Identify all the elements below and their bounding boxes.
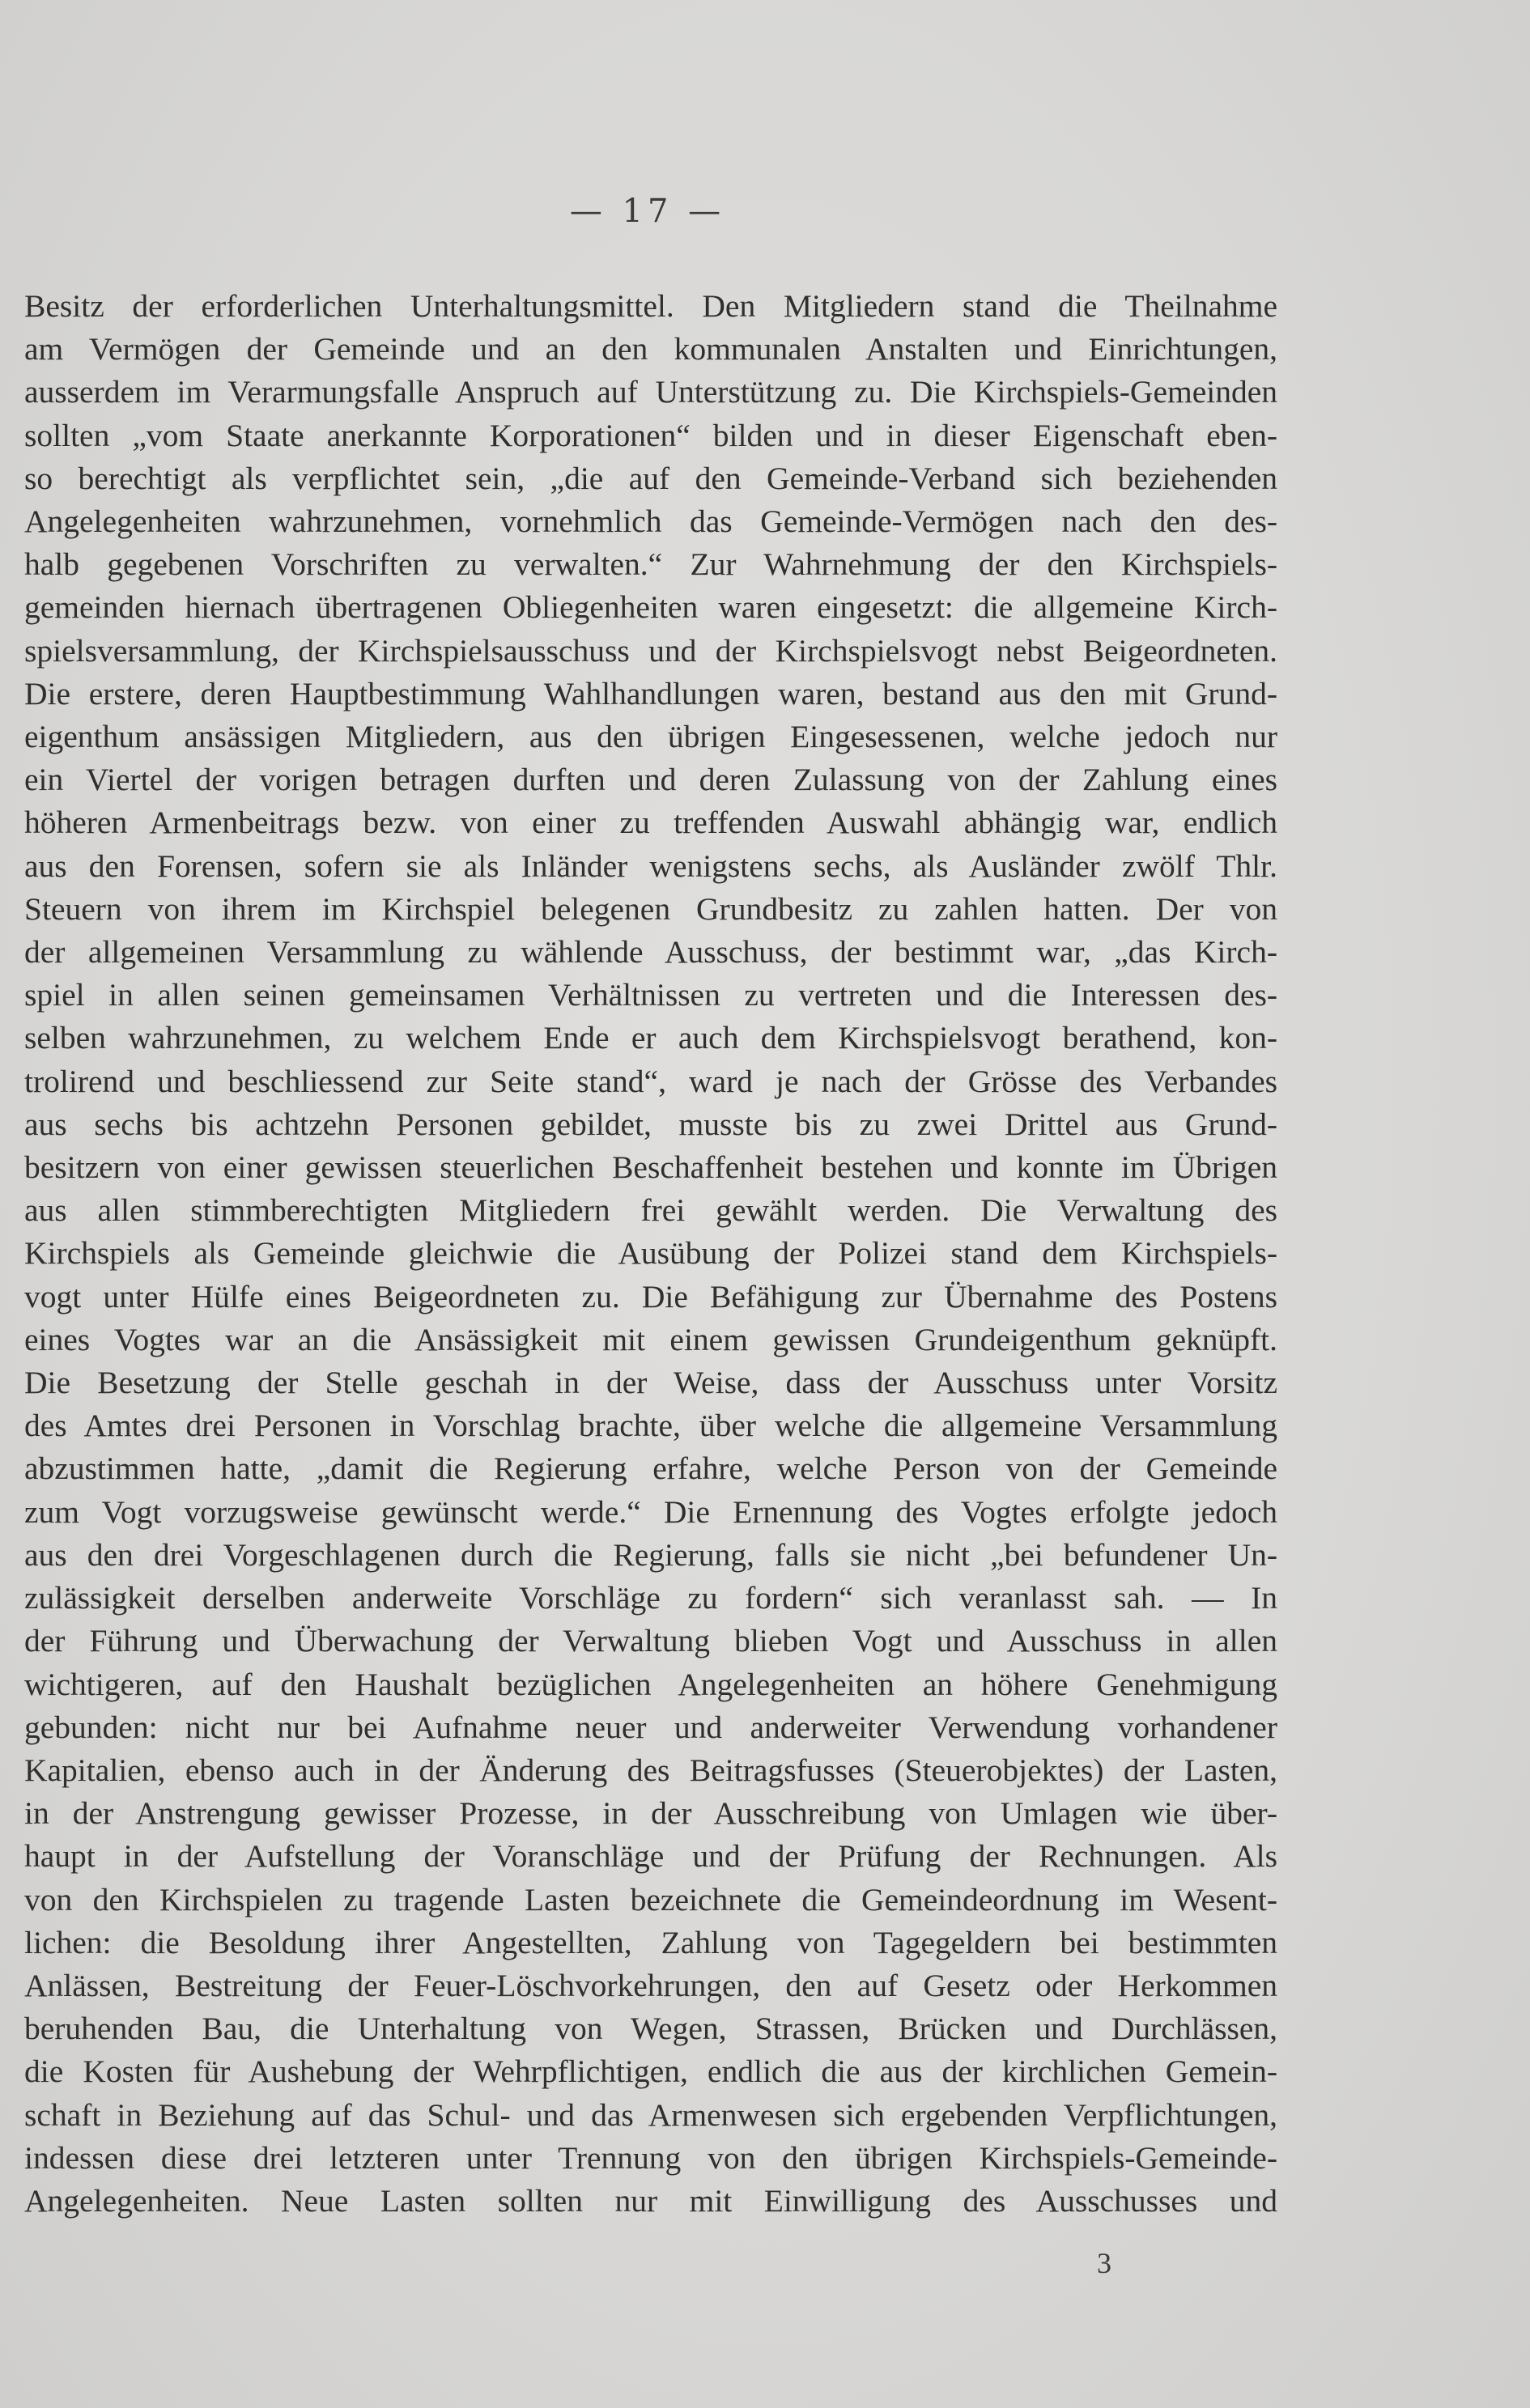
page-number: — 17 — <box>569 193 726 230</box>
text-line: am Vermögen der Gemeinde und an den kommunalen Anstalten und Einrichtungen, <box>24 331 1277 367</box>
text-line: Besitz der erforderlichen Unterhaltungsmittel. Den Mitgliedern stand die Theilnahme <box>24 288 1277 324</box>
text-line: der allgemeinen Versammlung zu wählende Ausschuss, der bestimmt war, „das Kirch- <box>24 934 1277 970</box>
text-line: ein Viertel der vorigen betragen durften und deren Zulassung von der Zahlung eines <box>24 762 1277 798</box>
text-line: zum Vogt vorzugsweise gewünscht werde.“ Die Ernennung des Vogtes erfolgte jedoch <box>24 1493 1277 1530</box>
text-line: spiel in allen seinen gemeinsamen Verhältnissen zu vertreten und die Interessen des- <box>24 977 1277 1013</box>
text-line: selben wahrzunehmen, zu welchem Ende er auch dem Kirchspielsvogt berathend, kon- <box>24 1020 1277 1056</box>
text-line: Angelegenheiten wahrzunehmen, vornehmlich das Gemeinde-Vermögen nach den des- <box>24 503 1277 540</box>
text-line: aus den Forensen, sofern sie als Inländer wenigstens sechs, als Ausländer zwölf Thlr. <box>24 847 1277 884</box>
text-line: beruhenden Bau, die Unterhaltung von Wegen, Strassen, Brücken und Durchlässen, <box>24 2011 1277 2047</box>
text-line: abzustimmen hatte, „damit die Regierung erfahre, welche Person von der Gemeinde <box>24 1450 1277 1487</box>
text-line: gemeinden hiernach übertragenen Obliegenheiten waren eingesetzt: die allgemeine Kirch- <box>24 589 1277 626</box>
text-line: vogt unter Hülfe eines Beigeordneten zu. Die Befähigung zur Übernahme des Postens <box>24 1278 1277 1314</box>
text-line: in der Anstrengung gewisser Prozesse, in der Ausschreibung von Umlagen wie über- <box>24 1795 1277 1832</box>
text-line: wichtigeren, auf den Haushalt bezüglichen Angelegenheiten an höhere Genehmigung <box>24 1666 1277 1702</box>
text-line: ausserdem im Verarmungsfalle Anspruch auf Unterstützung zu. Die Kirchspiels-Gemeinden <box>24 374 1277 410</box>
text-line: Die erstere, deren Hauptbestimmung Wahlhandlungen waren, bestand aus den mit Grund- <box>24 675 1277 711</box>
text-line: aus den drei Vorgeschlagenen durch die Regierung, falls sie nicht „bei befundener Un- <box>24 1536 1277 1573</box>
text-line: der Führung und Überwachung der Verwaltung blieben Vogt und Ausschuss in allen <box>24 1623 1277 1659</box>
text-line: Anlässen, Bestreitung der Feuer-Löschvorkehrungen, den auf Gesetz oder Herkommen <box>24 1967 1277 2003</box>
text-line: die Kosten für Aushebung der Wehrpflichtigen, endlich die aus der kirchlichen Gemein- <box>24 2053 1277 2090</box>
text-line: höheren Armenbeitrags bezw. von einer zu treffenden Auswahl abhängig war, endlich <box>24 805 1277 841</box>
text-line: Steuern von ihrem im Kirchspiel belegenen Grundbesitz zu zahlen hatten. Der von <box>24 890 1277 927</box>
text-line: aus sechs bis achtzehn Personen gebildet, musste bis zu zwei Drittel aus Grund- <box>24 1106 1277 1142</box>
text-line: eines Vogtes war an die Ansässigkeit mit einem gewissen Grundeigenthum geknüpft. <box>24 1321 1277 1357</box>
text-line: schaft in Beziehung auf das Schul- und das Armenwesen sich ergebenden Verpflichtungen, <box>24 2096 1277 2133</box>
text-line: spielsversammlung, der Kirchspielsausschuss und der Kirchspielsvogt nebst Beigeordneten. <box>24 632 1277 669</box>
signature-mark: 3 <box>1097 2247 1111 2279</box>
text-line: indessen diese drei letzteren unter Trennung von den übrigen Kirchspiels-Gemeinde- <box>24 2139 1277 2176</box>
text-line: von den Kirchspielen zu tragende Lasten bezeichnete die Gemeindeordnung im Wesent- <box>24 1881 1277 1917</box>
text-line: eigenthum ansässigen Mitgliedern, aus den übrigen Eingesessenen, welche jedoch nur <box>24 719 1277 755</box>
text-line: zulässigkeit derselben anderweite Vorschläge zu fordern“ sich veranlasst sah. — In <box>24 1580 1277 1616</box>
text-line: Kapitalien, ebenso auch in der Änderung des Beitragsfusses (Steuerobjektes) der Lasten, <box>24 1752 1277 1788</box>
text-line: besitzern von einer gewissen steuerlichen Beschaffenheit bestehen und konnte im Übrigen <box>24 1149 1277 1186</box>
text-line: gebunden: nicht nur bei Aufnahme neuer und anderweiter Verwendung vorhandener <box>24 1709 1277 1745</box>
text-line: so berechtigt als verpflichtet sein, „die auf den Gemeinde-Verband sich beziehenden <box>24 460 1277 496</box>
text-line: aus allen stimmberechtigten Mitgliedern frei gewählt werden. Die Verwaltung des <box>24 1192 1277 1229</box>
text-line: Die Besetzung der Stelle geschah in der Weise, dass der Ausschuss unter Vorsitz <box>24 1365 1277 1401</box>
text-line: lichen: die Besoldung ihrer Angestellten, Zahlung von Tagegeldern bei bestimmten <box>24 1924 1277 1960</box>
text-line: des Amtes drei Personen in Vorschlag brachte, über welche die allgemeine Versammlung <box>24 1408 1277 1444</box>
text-line: haupt in der Aufstellung der Voranschläge und der Prüfung der Rechnungen. Als <box>24 1838 1277 1875</box>
text-line: halb gegebenen Vorschriften zu verwalten.“ Zur Wahrnehmung der den Kirchspiels- <box>24 546 1277 583</box>
text-line: Kirchspiels als Gemeinde gleichwie die Ausübung der Polizei stand dem Kirchspiels- <box>24 1235 1277 1272</box>
text-line: sollten „vom Staate anerkannte Korporationen“ bilden und in dieser Eigenschaft eben- <box>24 417 1277 453</box>
text-line: trolirend und beschliessend zur Seite stand“, ward je nach der Grösse des Verbandes <box>24 1063 1277 1099</box>
text-line: Angelegenheiten. Neue Lasten sollten nur mit Einwilligung des Ausschusses und <box>24 2182 1277 2219</box>
body-text <box>24 285 1277 2223</box>
